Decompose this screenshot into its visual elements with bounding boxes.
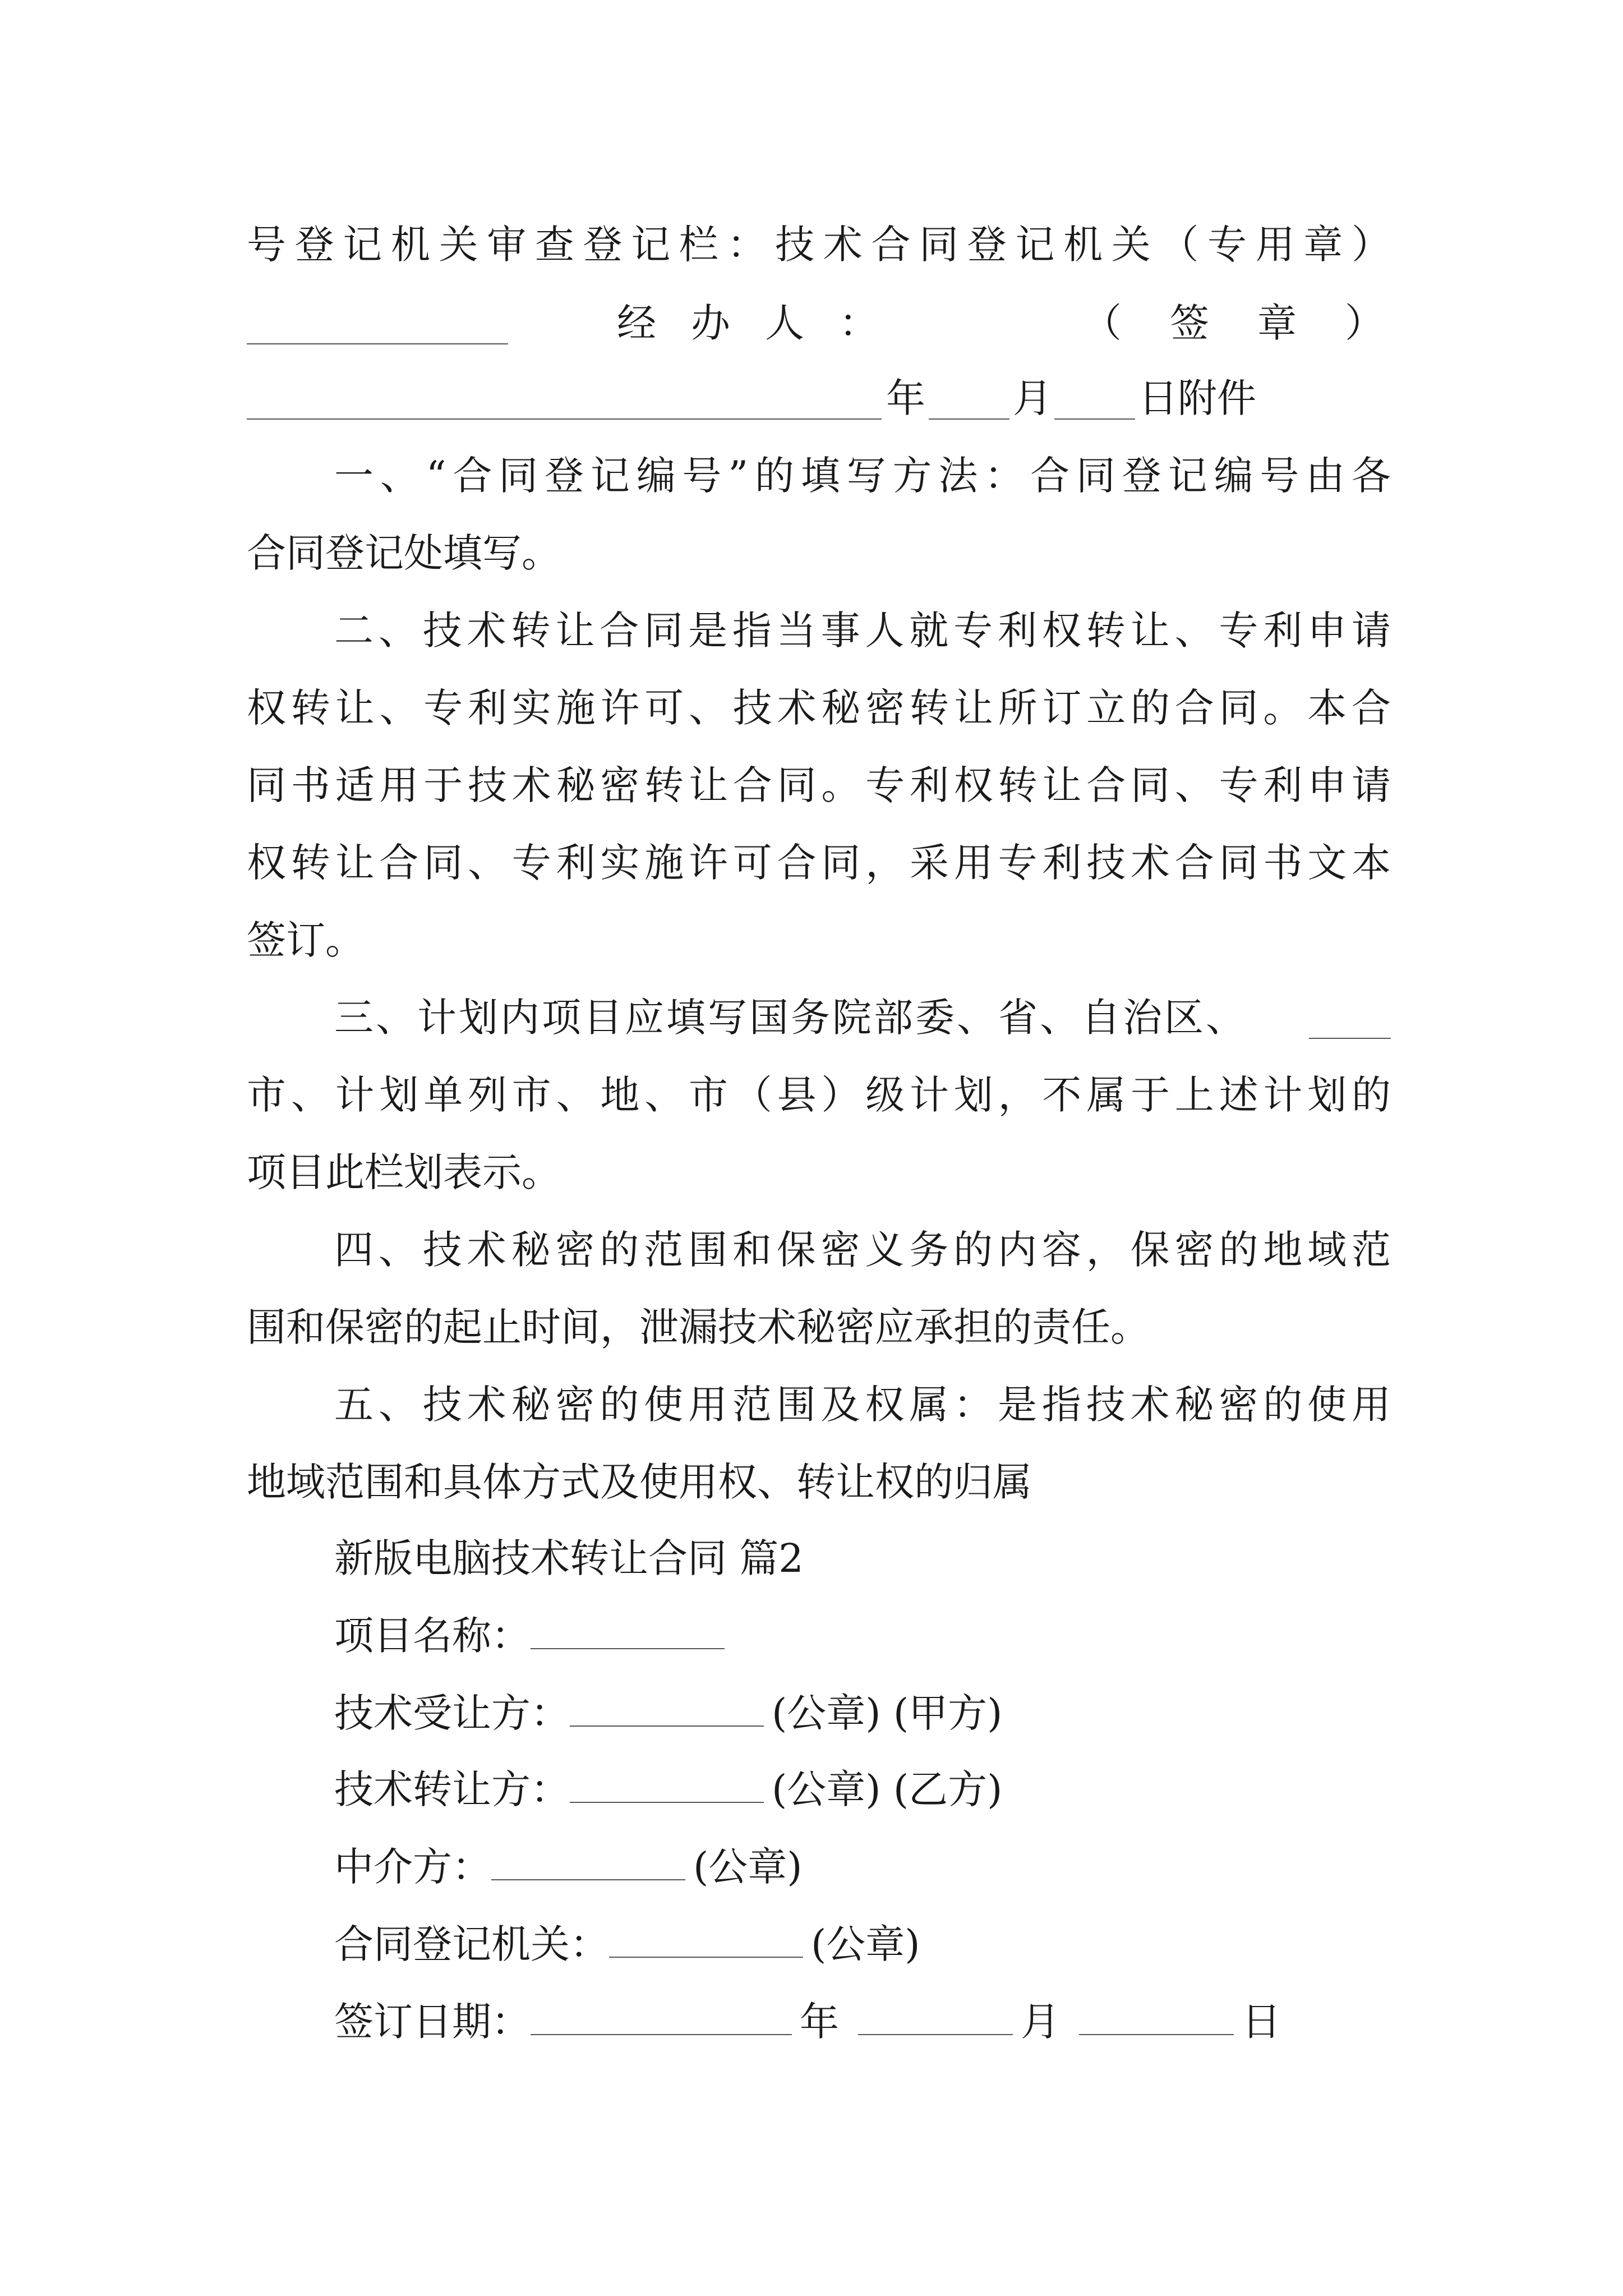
transferor-field[interactable] (570, 1770, 764, 1803)
project-name-field[interactable] (531, 1617, 725, 1649)
section-2-title: 新版电脑技术转让合同 篇2 (334, 1535, 804, 1581)
blank-field (247, 387, 882, 420)
transferee-row (334, 1674, 1391, 1752)
sign-month-field[interactable] (858, 2003, 1013, 2035)
blank-field (247, 312, 508, 344)
note-2-line-4: 权转让合同、专利实施许可合同，采用专利技术合同书文本 (247, 840, 1391, 886)
note-5-line-1: 五、技术秘密的使用范围及权属：是指技术秘密的使用 (334, 1382, 1391, 1428)
intermediary-suffix: (公章) (693, 1844, 803, 1890)
date-attachment-line (247, 359, 1391, 438)
month-label: 月 (1013, 375, 1052, 421)
handler-label: 经办人： (617, 300, 913, 346)
day-attachment-label: 日附件 (1138, 375, 1256, 421)
intermediary-row (334, 1828, 1391, 1906)
note-3-line-2: 市、计划单列市、地、市（县）级计划，不属于上述计划的 (247, 1072, 1391, 1118)
note-4-line-2: 围和保密的起止时间，泄漏技术秘密应承担的责任。 (247, 1304, 1150, 1350)
note-3-line-1 (334, 978, 1391, 1057)
sign-year-label: 年 (800, 1999, 839, 2045)
note-4-line-1: 四、技术秘密的范围和保密义务的内容，保密的地域范 (334, 1227, 1391, 1273)
sign-month-label: 月 (1021, 1999, 1060, 2045)
transferee-suffix: (公章) (甲方) (772, 1690, 1003, 1736)
registry-suffix: (公章) (811, 1921, 920, 1967)
note-3-line-3: 项目此栏划表示。 (247, 1149, 561, 1195)
note-2-line-1: 二、技术转让合同是指当事人就专利权转让、专利申请 (334, 608, 1391, 654)
handler-signature-line (247, 284, 1432, 362)
sign-year-field[interactable] (531, 2003, 792, 2035)
note-3-text: 三、计划内项目应填写国务院部委、省、自治区、 (334, 995, 1247, 1041)
project-name-row (334, 1596, 1391, 1675)
registry-label: 合同登记机关： (334, 1921, 609, 1967)
registry-review-heading: 号登记机关审查登记栏：技术合同登记机关（专用章） (247, 222, 1391, 268)
transferor-label: 技术转让方： (334, 1766, 570, 1812)
sign-date-label: 签订日期： (334, 1999, 531, 2045)
intermediary-label: 中介方： (334, 1844, 491, 1890)
project-name-label: 项目名称： (334, 1613, 531, 1659)
seal-label: （签章） (1082, 300, 1432, 346)
note-2-line-2: 权转让、专利实施许可、技术秘密转让所订立的合同。本合 (247, 685, 1391, 731)
note-2-line-5: 签订。 (247, 917, 365, 963)
note-1-line-2: 合同登记处填写。 (247, 530, 561, 576)
blank-field (1054, 387, 1135, 420)
note-5-line-2: 地域范围和具体方式及使用权、转让权的归属 (247, 1459, 1032, 1505)
sign-day-label: 日 (1242, 1999, 1281, 2045)
note-1-line-1: 一、“合同登记编号”的填写方法：合同登记编号由各 (334, 453, 1391, 499)
blank-field (1309, 1006, 1391, 1039)
sign-day-field[interactable] (1079, 2003, 1234, 2035)
intermediary-field[interactable] (491, 1848, 685, 1880)
transferor-row (334, 1750, 1391, 1829)
year-label: 年 (886, 375, 925, 421)
transferee-label: 技术受让方： (334, 1690, 570, 1736)
sign-date-row (334, 1982, 1391, 2061)
registry-field[interactable] (609, 1925, 803, 1958)
transferee-field[interactable] (570, 1694, 764, 1727)
transferor-suffix: (公章) (乙方) (772, 1766, 1003, 1812)
note-2-line-3: 同书适用于技术秘密转让合同。专利权转让合同、专利申请 (247, 762, 1391, 808)
blank-field (929, 387, 1009, 420)
registry-row (334, 1905, 1391, 1984)
